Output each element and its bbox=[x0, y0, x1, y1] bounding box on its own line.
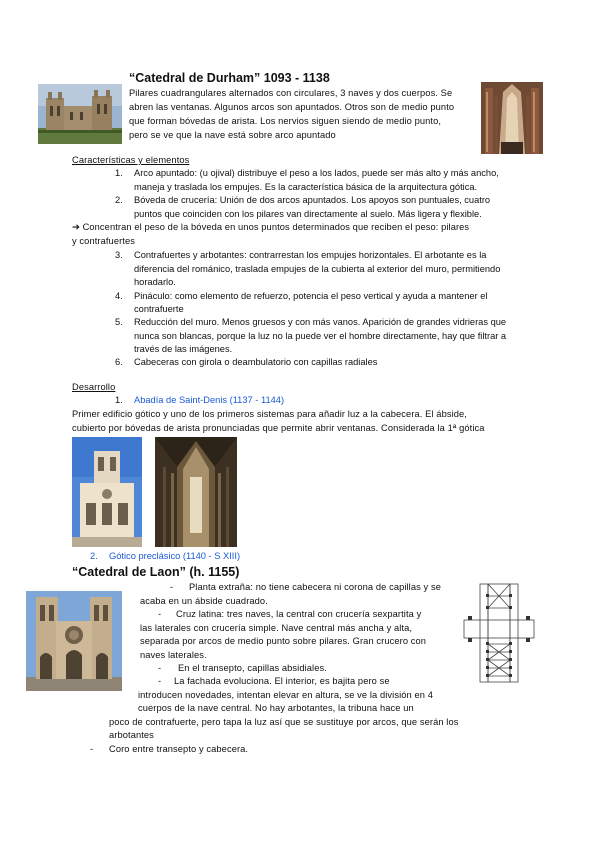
desarrollo-line-1: Primer edificio gótico y uno de los primeros sistemas para añadir luz a la cabecera. El ábside, bbox=[72, 409, 467, 419]
durham-title: “Catedral de Durham” 1093 - 1138 bbox=[129, 71, 330, 85]
laon-b5-line-1: Coro entre transepto y cabecera. bbox=[109, 744, 249, 754]
item-3-line-3: horadarlo. bbox=[134, 277, 176, 287]
item-3-line-2: diferencia del románico, traslada empujes de la cubierta al exterior del muro, permitiendo bbox=[134, 264, 501, 274]
item-3-line-1: Contrafuertes y arbotantes: contrarrestan los empujes horizontales. El arbotante es la bbox=[134, 250, 487, 260]
item-2-line-1: Bóveda de crucería: Unión de dos arcos apuntados. Los apoyos son puntuales, cuatro bbox=[134, 195, 491, 205]
arrow-line-2: y contrafuertes bbox=[72, 236, 135, 246]
desarrollo-line-2: cubierto por bóvedas de arista pronunciadas que permite abrir ventanas. Considerada la 1ª gótica bbox=[72, 423, 485, 433]
bullet-dash: - bbox=[170, 582, 174, 592]
item-5-line-1: Reducción del muro. Menos gruesos y con más vanos. Aparición de grandes vidrieras que bbox=[134, 317, 507, 327]
item-1-line-2: maneja y traslada los empujes. Es la característica básica de la arquitectura gótica. bbox=[134, 182, 478, 192]
item-1-line-1: Arco apuntado: (u ojival) distribuye el peso a los lados, puede ser más alto y más ancho, bbox=[134, 168, 499, 178]
laon-b2-line-3: separada por arcos de medio punto sobre pilares. Gran crucero con bbox=[140, 636, 427, 646]
durham-line-2: abren las ventanas. Algunos arcos son apuntados. Otros son de medio punto bbox=[129, 102, 455, 112]
saint-denis-interior-photo bbox=[155, 437, 237, 547]
item-6-line-1: Cabeceras con girola o deambulatorio con capillas radiales bbox=[134, 357, 378, 367]
laon-b2-line-4: naves laterales. bbox=[140, 650, 207, 660]
item-number: 1. bbox=[115, 168, 123, 178]
bullet-dash: - bbox=[158, 676, 162, 686]
durham-interior-photo bbox=[481, 82, 543, 154]
laon-b1-line-2: acaba en un ábside cuadrado. bbox=[140, 596, 268, 606]
bullet-dash: - bbox=[90, 744, 94, 754]
laon-b1-line-1: Planta extraña: no tiene cabecera ni corona de capillas y se bbox=[189, 582, 442, 592]
item-5-line-3: través de las imágenes. bbox=[134, 344, 233, 354]
laon-b2-line-2: las laterales con crucería simple. Nave central más ancha y alta, bbox=[140, 623, 413, 633]
laon-b4-line-1: La fachada evoluciona. El interior, es bajita pero se bbox=[174, 676, 390, 686]
caracteristicas-heading: Características y elementos bbox=[72, 155, 190, 165]
laon-b3-line-1: En el transepto, capillas absidiales. bbox=[178, 663, 327, 673]
laon-b2-line-1: Cruz latina: tres naves, la central con crucería sexpartita y bbox=[176, 609, 422, 619]
laon-b4-line-3: cuerpos de la nave central. No hay arbotantes, la tribuna hace un bbox=[138, 703, 414, 713]
item-number: 5. bbox=[115, 317, 123, 327]
item-number: 1. bbox=[115, 395, 123, 405]
laon-floor-plan-drawing bbox=[460, 582, 538, 684]
saint-denis-link: Abadía de Saint-Denis (1137 - 1144) bbox=[134, 395, 285, 405]
arrow-line-1: ➔ Concentran el peso de la bóveda en unos puntos determinados que reciben el peso: pilares bbox=[72, 222, 470, 232]
item-2-line-2: puntos que coinciden con los pilares van directamente al suelo. Más ligera y flexible. bbox=[134, 209, 482, 219]
gotico-preclasico-link: Gótico preclásico (1140 - S XIII) bbox=[109, 551, 241, 561]
saint-denis-exterior-photo bbox=[72, 437, 142, 547]
durham-line-1: Pilares cuadrangulares alternados con circulares, 3 naves y dos cuerpos. Se bbox=[129, 88, 453, 98]
laon-b4-line-4: poco de contrafuerte, pero tapa la luz así que se sustituye por arcos, que serán los bbox=[109, 717, 459, 727]
item-4-line-1: Pináculo: como elemento de refuerzo, potencia el peso vertical y ayuda a mantener el bbox=[134, 291, 488, 301]
durham-line-4: pero se ve que la nave está sobre arco apuntado bbox=[129, 130, 336, 140]
desarrollo-heading: Desarrollo bbox=[72, 382, 116, 392]
bullet-dash: - bbox=[158, 609, 162, 619]
item-4-line-2: contrafuerte bbox=[134, 304, 184, 314]
laon-b4-line-5: arbotantes bbox=[109, 730, 154, 740]
laon-b4-line-2: introducen novedades, intentan elevar en altura, se ve la división en 4 bbox=[138, 690, 433, 700]
item-number: 4. bbox=[115, 291, 123, 301]
laon-facade-photo bbox=[26, 591, 122, 691]
durham-line-3: que forman bóvedas de arista. Los nervios siguen siendo de medio punto, bbox=[129, 116, 442, 126]
item-number: 3. bbox=[115, 250, 123, 260]
item-number: 6. bbox=[115, 357, 123, 367]
laon-title: “Catedral de Laon” (h. 1155) bbox=[72, 565, 240, 579]
item-number: 2. bbox=[90, 551, 98, 561]
item-5-line-2: nunca son blancas, porque la luz no la puede ver el hombre directamente, hay que filtrar a bbox=[134, 331, 507, 341]
durham-exterior-photo bbox=[38, 84, 122, 144]
item-number: 2. bbox=[115, 195, 123, 205]
bullet-dash: - bbox=[158, 663, 162, 673]
